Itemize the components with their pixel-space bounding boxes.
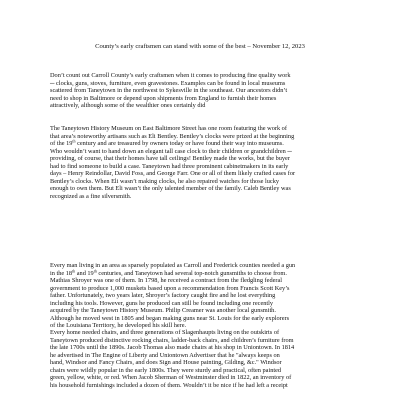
paragraph-line: that area’s noteworthy artisans such as Eli Bentley. Bentley’s clocks were prized at the beginning (50, 132, 295, 140)
paragraph-line: Every man living in an area as sparsely populated as Carroll and Frederick counties needed a gun (50, 262, 296, 269)
paragraph-line: in the 18th and 19th centuries, and Taneytown had several top-notch gunsmiths to choose from. (50, 268, 287, 277)
paragraph-line: had to find someone to build a case. Taneytown had three prominent cabinetmakers in its early (50, 162, 289, 170)
paragraph-line: father. Unfortunately, two years later, Shroyer’s factory caught fire and he lost everything (50, 292, 276, 299)
paragraph-line: of the Louisiana Territory, he developed his skill here. (50, 322, 187, 329)
paragraph-line: days – Henry Reindollar, David Foss, and George Farr. One or all of them likely crafted cases for (50, 170, 296, 177)
paragraph-line: need to shop in Baltimore or depend upon shipments from England to furnish their homes (50, 94, 277, 102)
article-title: County’s early craftsmen can stand with some of the best – November 12, 2023 (95, 43, 305, 50)
paragraph-line: providing, of course, that their homes have tall ceilings! Bentley made the works, but the buyer (50, 155, 290, 162)
paragraph-line: scattered from Taneytown in the northwest to Sykesville in the southeast. Our ancestors didn’t (50, 87, 288, 94)
paragraph-line: he advertised in The Engine of Liberty and Uniontown Advertiser that he "always keeps on (50, 351, 280, 359)
paragraph-line: hand, Windsor and Fancy Chairs, and does Sign and House painting, Gilding, &c." Windsor (50, 359, 282, 366)
paragraph-line: the late 1700s until the 1890s. Jacob Thomas also made chairs at his shop in Uniontown. In 1814 (50, 344, 295, 351)
paragraph-line: enough to own them. But Eli wasn’t the only talented member of the family. Caleb Bentley was (50, 185, 291, 192)
paragraph-line: including his tools. However, guns he produced can still be found including one recently (50, 299, 274, 307)
paragraph-2 (50, 125, 372, 200)
paragraph-line: Taneytown produced distinctive rocking chairs, ladder-back chairs, and children’s furniture from (50, 336, 294, 344)
paragraph-line: Don’t count out Carroll County’s early craftsmen when it comes to producing fine quality work (50, 72, 291, 79)
paragraph-line: chairs were wildly popular in the early 1800s. They were sturdy and practical, often painted (50, 366, 282, 374)
paragraph-line: Bentley’s clocks. When Eli wasn’t making clocks, he also repaired watches for those lucky (50, 177, 280, 185)
paragraph-line: Although he moved west in 1805 and began making guns near St. Louis for the early explorers (50, 314, 290, 322)
paragraph-line: government to produce 1,000 muskets based upon a recommendation from Francis Scott Key’s (50, 284, 290, 292)
paragraph-line: Every home needed chairs, and three generations of Slagenhaupts living on the outskirts of (50, 329, 280, 336)
paragraph-line: green, yellow, white, or red. When Jacob Sherman of Westminster died in 1822, an inventory of (50, 374, 292, 381)
paragraph-line: attractively, although some of the wealthier ones certainly did (50, 102, 206, 109)
paragraph-1 (50, 72, 372, 110)
paragraph-line: The Taneytown History Museum on East Baltimore Street has one room featuring the work of (50, 125, 287, 132)
paragraph-4 (50, 329, 372, 389)
paragraph-line: recognized as a fine silversmith. (50, 192, 132, 200)
paragraph-line: ─ clocks, guns, stoves, furniture, even gravestones. Examples can be found in local museums (50, 79, 286, 87)
paragraph-line: acquired by the Taneytown History Museum. Philip Creamer was another local gunsmith. (50, 307, 276, 314)
paragraph-line: of the 19th century and are treasured by owners today or have found their way into museums. (50, 138, 284, 147)
paragraph-3 (50, 262, 372, 330)
paragraph-line: his household furnishings included a dozen of them. Wouldn’t it be nice if he had left a receipt (50, 381, 288, 389)
paragraph-line: Who wouldn’t want to hand down an elegant tall case clock to their children or grandchildren ─ (50, 147, 292, 155)
paragraph-line: Mathias Shroyer was one of them. In 1798, he received a contract from the fledgling federal (50, 277, 283, 284)
